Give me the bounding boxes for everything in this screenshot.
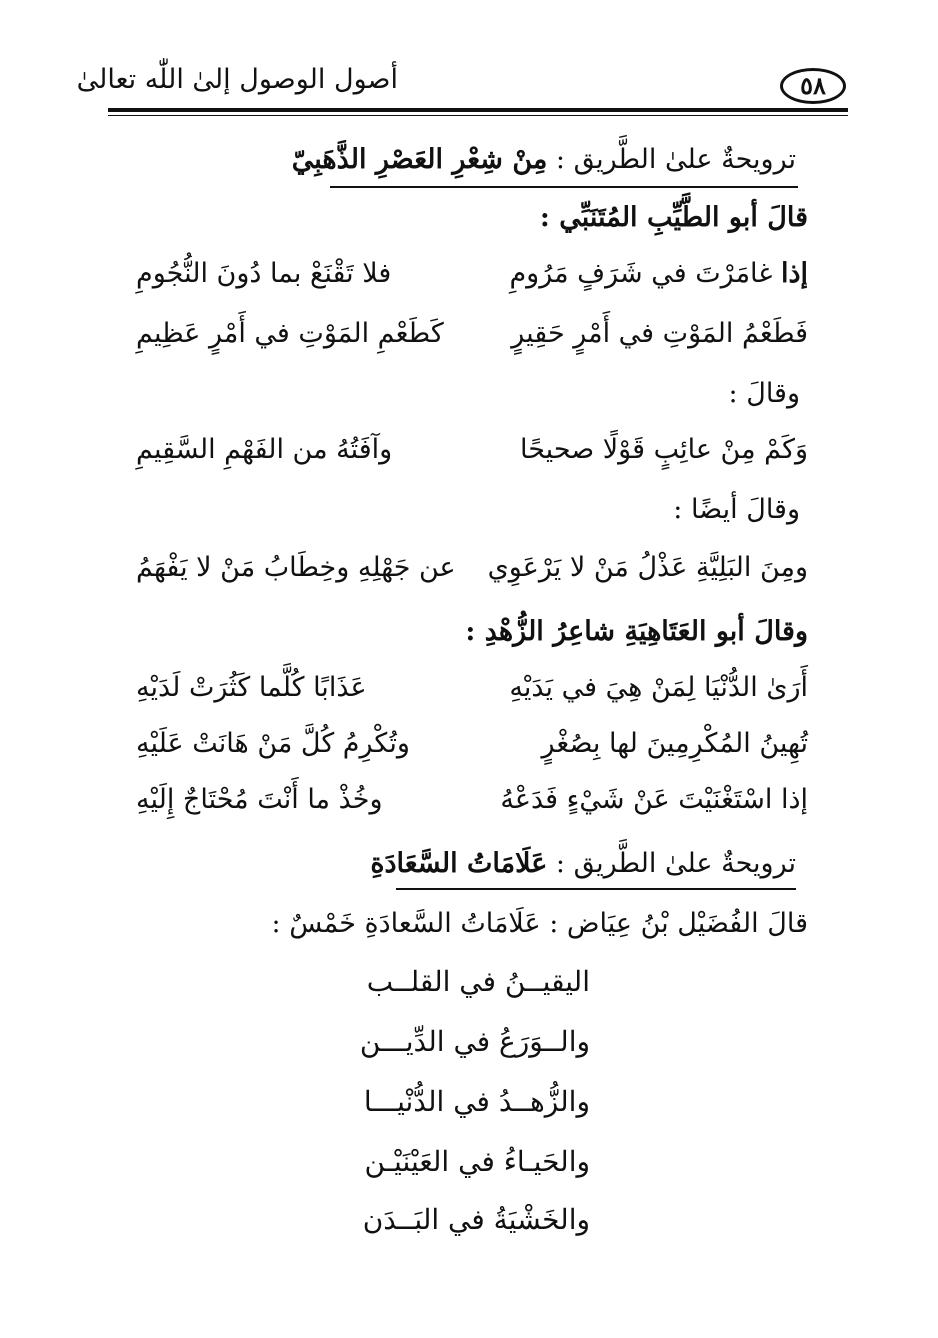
happiness-sign-3: والزُّهــدُ في الدُّنْيـــا	[363, 1085, 590, 1118]
verse-1-first-hemistich	[509, 252, 808, 296]
emphasized-word: إذا	[780, 258, 808, 289]
header-rule-thin	[108, 115, 848, 116]
atahiya-verse-1-first: أَرَىٰ الدُّنْيَا لِمَنْ هِيَ في يَدَيْهِ	[509, 672, 808, 703]
verse-2-first-hemistich: فَطَعْمُ المَوْتِ في أَمْرٍ حَقِيرٍ	[511, 318, 808, 349]
happiness-sign-2: والــوَرَعُ في الدِّيـــن	[359, 1025, 590, 1058]
section-underline	[396, 888, 796, 890]
said-also-label: وقالَ أيضًا :	[673, 494, 800, 525]
section-heading-golden-age	[292, 138, 796, 182]
atahiya-verse-2-first: تُهِينُ المُكْرِمِينَ لها بِصُغْرٍ	[541, 728, 808, 759]
atahiya-verse-3-second: وخُذْ ما أَنْتَ مُحْتَاجٌ إِلَيْهِ	[136, 784, 383, 815]
section-title: مِنْ شِعْرِ العَصْرِ الذَّهَبِيّ	[291, 144, 548, 175]
verse-4-first-hemistich: ومِنَ البَلِيَّةِ عَذْلُ مَنْ لا يَرْعَوِي	[487, 552, 808, 583]
happiness-sign-5: والخَشْيَةُ في البَــدَن	[362, 1203, 590, 1236]
poet-intro-atahiya: وقالَ أبو العَتَاهِيَةِ شاعِرُ الزُّهْدِ :	[465, 616, 808, 647]
atahiya-verse-1-second: عَذَابًا كُلَّما كَثُرَتْ لَدَيْهِ	[136, 672, 367, 703]
book-title: أصول الوصول إلىٰ اللّٰه تعالىٰ	[76, 64, 398, 95]
verse-2-second-hemistich: كَطَعْمِ المَوْتِ في أَمْرٍ عَظِيمِ	[136, 318, 444, 349]
page-number-text: ٥٨	[800, 71, 826, 100]
hemistich-text: غامَرْتَ في شَرَفٍ مَرُومِ	[509, 258, 781, 289]
section-heading-happiness	[370, 842, 796, 886]
header-rule-thick	[108, 108, 848, 112]
verse-4-second-hemistich: عن جَهْلِهِ وخِطَابُ مَنْ لا يَفْهَمُ	[136, 552, 456, 583]
section-label: ترويحةٌ علىٰ الطَّريق :	[547, 144, 796, 175]
happiness-sign-4: والحَيـاءُ في العَيْنَيْـن	[364, 1145, 590, 1178]
section-title: عَلَامَاتُ السَّعَادَةِ	[370, 848, 548, 879]
verse-3-second-hemistich: وآفَتُهُ من الفَهْمِ السَّقِيمِ	[136, 434, 393, 465]
verse-1-second-hemistich: فلا تَقْنَعْ بما دُونَ النُّجُومِ	[136, 258, 392, 289]
page-header	[76, 52, 848, 108]
section-label: ترويحةٌ علىٰ الطَّريق :	[547, 848, 796, 879]
section-underline	[330, 186, 798, 188]
poet-intro-mutanabbi: قالَ أبو الطَّيِّبِ المُتَنَبِّي :	[539, 202, 808, 233]
page-number	[780, 68, 846, 104]
atahiya-verse-2-second: وتُكْرِمُ كُلَّ مَنْ هَانَتْ عَلَيْهِ	[136, 728, 410, 759]
said-label: وقالَ :	[728, 378, 800, 409]
fudayl-intro: قالَ الفُضَيْل بْنُ عِيَاض : عَلَامَاتُ السَّعادَةِ خَمْسٌ :	[271, 908, 808, 939]
happiness-sign-1: اليقيــنُ في القلــب	[366, 965, 590, 998]
verse-3-first-hemistich: وَكَمْ مِنْ عائِبٍ قَوْلًا صحيحًا	[520, 434, 808, 465]
atahiya-verse-3-first: إذا اسْتَغْنَيْتَ عَنْ شَيْءٍ فَدَعْهُ	[500, 784, 808, 815]
